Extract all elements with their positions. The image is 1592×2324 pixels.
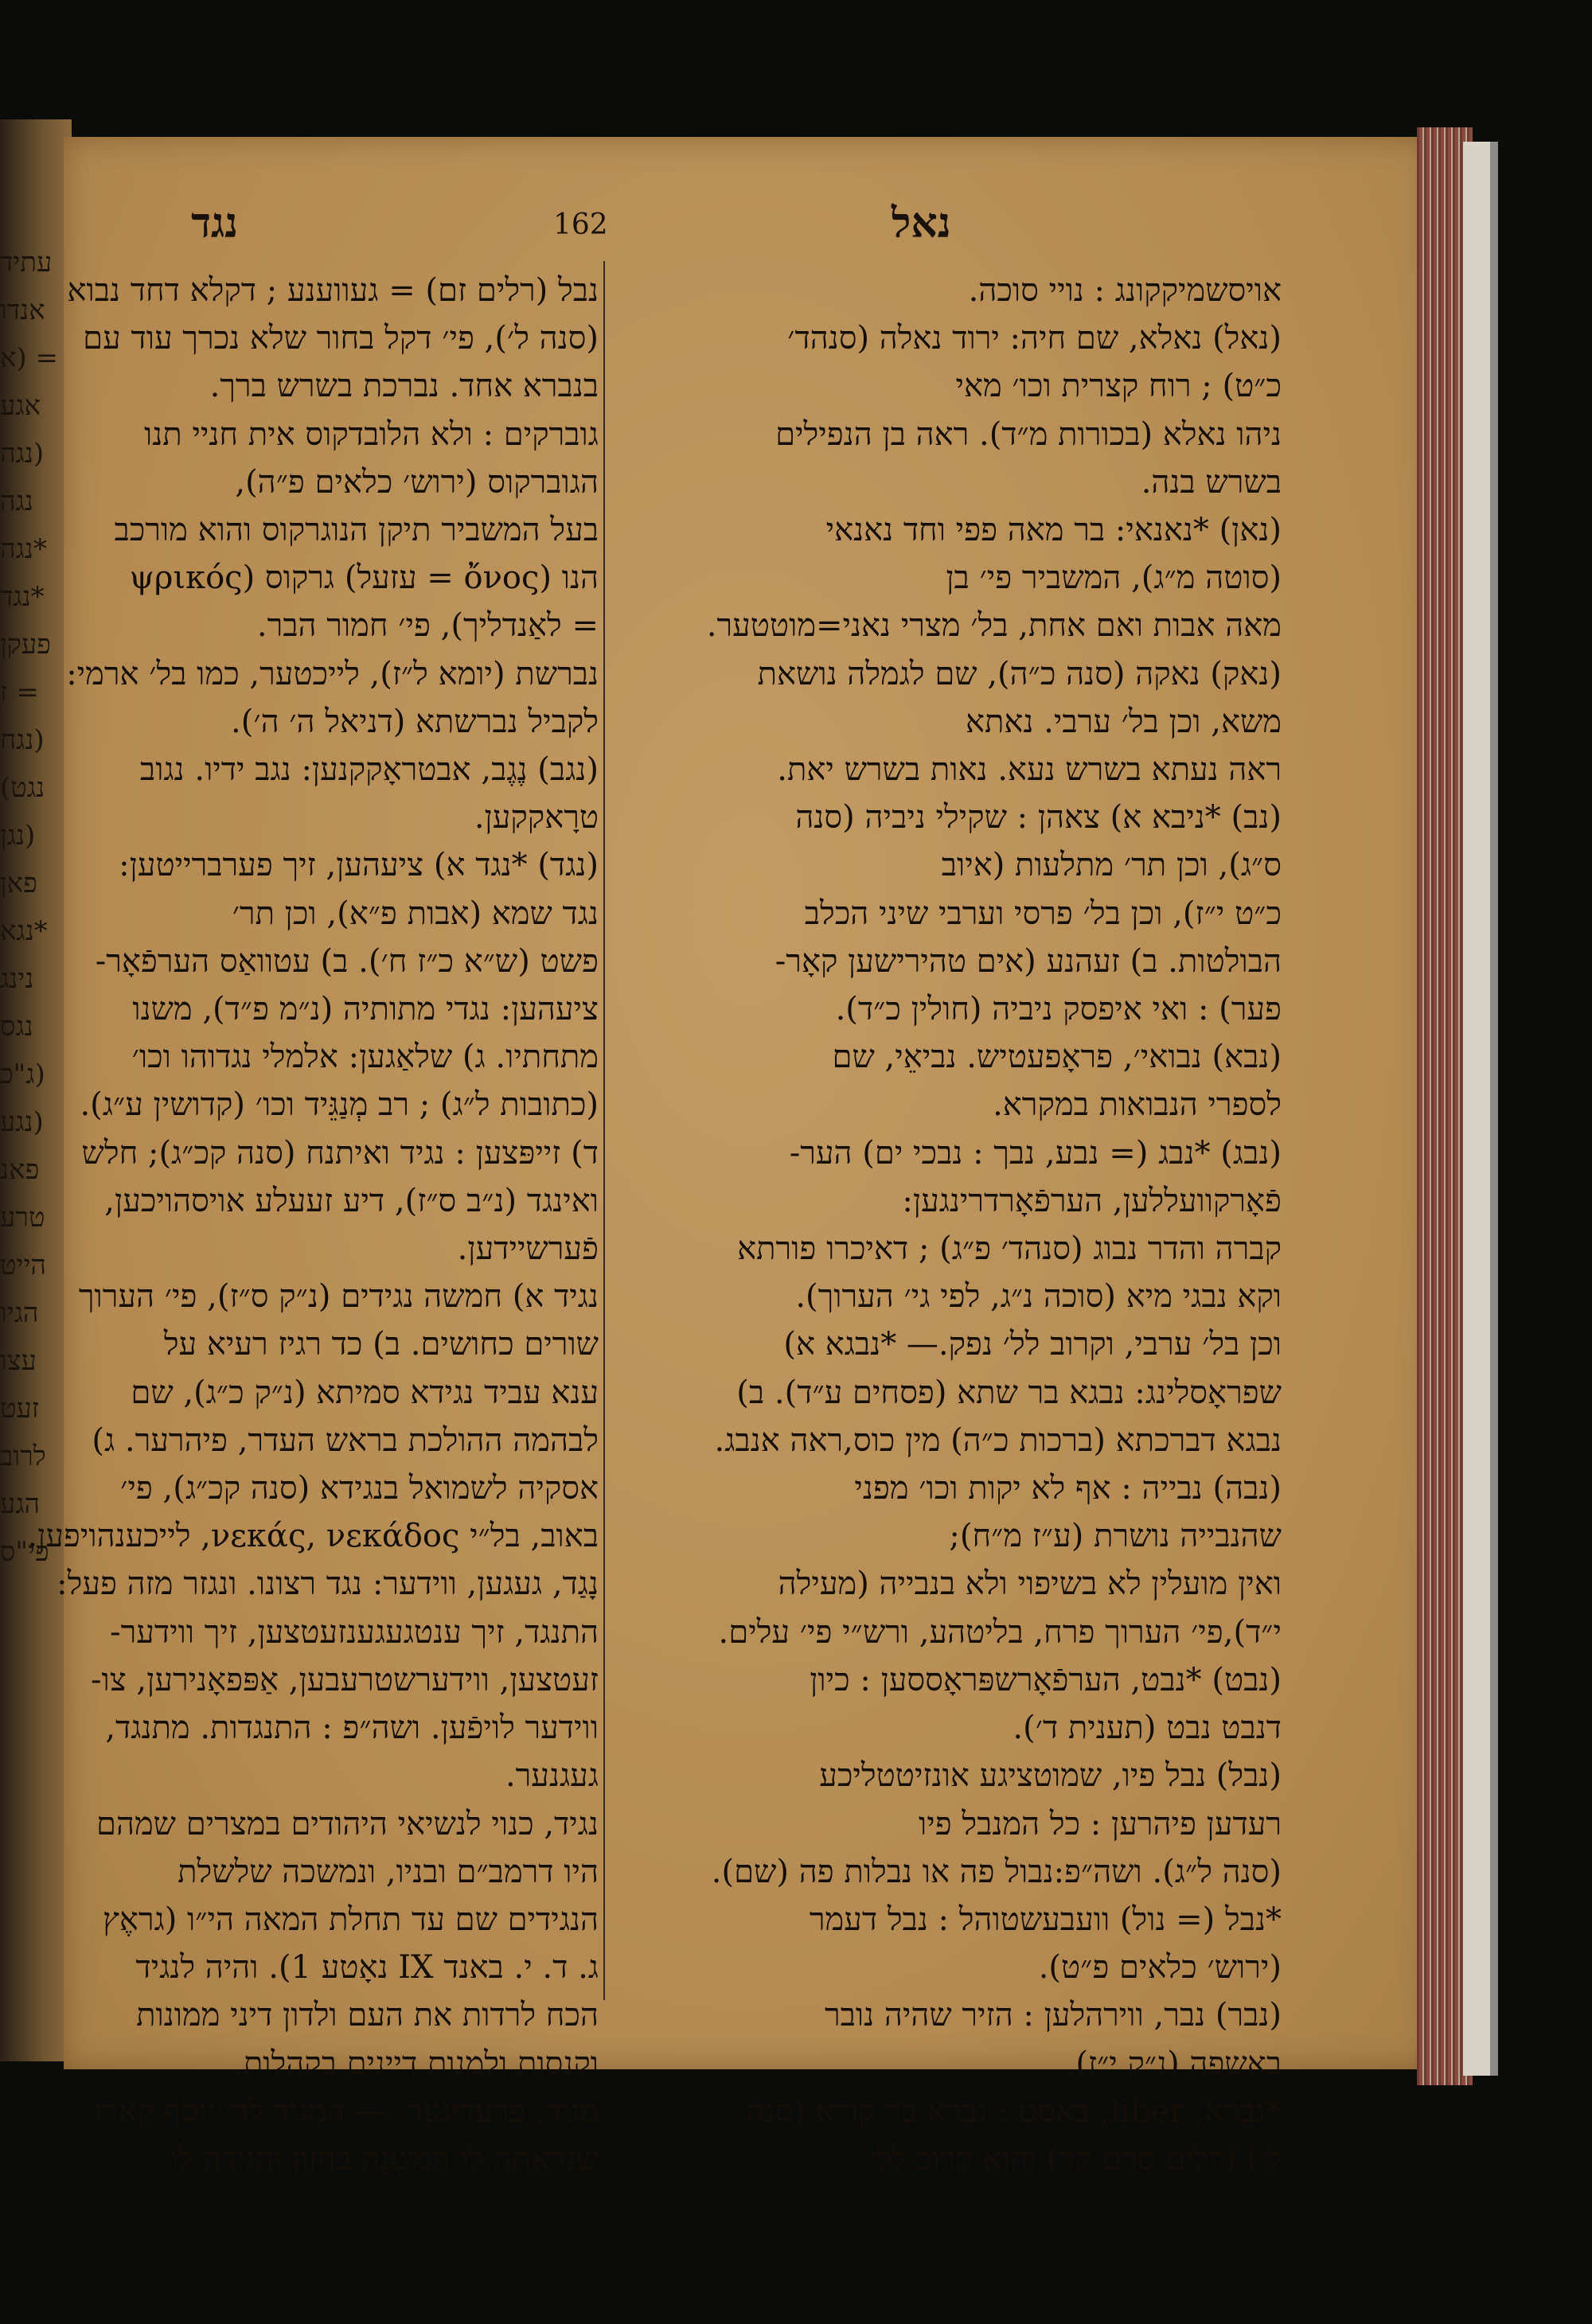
- text-line: זעטצען, ווידערשטרעבען, אַפּפאָנירען, צו-: [91, 1661, 599, 1698]
- sliver-fragment: (נגח: [0, 724, 45, 756]
- book-cover-board: [1463, 142, 1490, 2076]
- sliver-fragment: נגט): [0, 772, 45, 804]
- text-line: בעל המשביר תיקן הנוגרקוס והוא מורכב: [114, 512, 599, 549]
- sliver-fragment: (נגע: [0, 1106, 44, 1138]
- text-line: הבולטות. ב) זעהנע (אים טהירישען קאָר-: [775, 942, 1282, 980]
- text-line: (נגב) נֶגֶב, אבטראָקקנען: נגב ידיו. נגוב: [139, 751, 599, 789]
- text-line: וכן בל׳ ערבי, וקרוב לל׳ נפק.— *נבגא א): [783, 1326, 1282, 1363]
- text-line: (נאל) נאלא, שם חיה: ירוד נאלה (סנהד׳: [787, 320, 1282, 357]
- sliver-fragment: *נגא: [0, 915, 48, 947]
- text-line: פער) : ואי איפסק ניביה (חולין כ״ד).: [835, 991, 1282, 1028]
- sliver-fragment: פאן: [0, 868, 37, 899]
- text-line: פשט (ש״א כ״ז ח׳). ב) עטוואַס הערפֿאָר-: [95, 942, 599, 980]
- text-line: וקנסות ולמנות דיינים בקהלות.: [233, 2045, 599, 2082]
- text-line: הגוברקוס (ירוש׳ כלאים פ״ה),: [235, 463, 599, 501]
- text-line: וקא נבגי מיא (סוכה נ״ג, לפי גי׳ הערוך).: [795, 1278, 1282, 1316]
- text-line: מאה אבות ואם אחת, בל׳ מצרי נאני=מוטטער.: [706, 607, 1282, 645]
- text-line: הכח לרדות את העם ולדון דיני ממונות: [136, 1997, 599, 2034]
- text-line: הנו (ὄνος = עזעל) גרקוס (ψρικός: [129, 560, 599, 597]
- sliver-fragment: נינג: [0, 963, 34, 995]
- text-line: נגיד א) חמשה נגידים (נ״ק ס״ז), פי׳ הערוך: [78, 1278, 599, 1316]
- text-line: פֿאָרקוועללען, הערפֿאָרדרינגען:: [902, 1182, 1282, 1219]
- text-line: (נבה) נבייה : אף לא יקות וכו׳ מפני: [854, 1470, 1282, 1507]
- text-line: (סנה ל׳), פי׳ דקל בחור שלא נכרך עוד עם: [83, 320, 599, 357]
- sliver-fragment: *נגה: [0, 533, 47, 565]
- text-line: (נאן) *נאנאי: בר מאה פפי וחד נאנאי: [825, 512, 1282, 549]
- sliver-fragment: = (א: [0, 342, 58, 374]
- text-line: טרָאקקען.: [474, 799, 599, 836]
- text-line: (סנה ל״ג). ושה״פ:נבול פה או נבלות פה (שם).: [711, 1853, 1282, 1890]
- text-line: ס״ג), וכן תר׳ מתלעות (איוב: [941, 847, 1282, 884]
- text-line: (סוטה מ״ג), המשביר פי׳ בן: [946, 560, 1282, 597]
- text-line: ראה נעתא בשרש נעא. נאות בשרש יאת.: [777, 751, 1282, 789]
- text-line: הנגידים שם עד תחלת המאה הי״ו (גראֶץ: [103, 1901, 599, 1938]
- text-line: (נב) *ניבא א) צאהן : שקילי ניביה (סנה: [795, 799, 1282, 836]
- text-line: לקביל נברשתא (דניאל ה׳ ה׳).: [231, 703, 599, 740]
- text-line: (כתובות ל״ג) ; רב מְנַגֵּיד וכו׳ (קדושין ע״ג).: [80, 1086, 599, 1124]
- text-line: י״ד),פי׳ הערוך פרח, בליטהע, ורש״י פי׳ עלים.: [718, 1613, 1282, 1651]
- text-line: (ירוש׳ כלאים פ״ט).: [1038, 1949, 1282, 1987]
- text-line: ואין מועלין לא בשיפוי ולא בנבייה (מעילה: [778, 1566, 1282, 1603]
- text-line: משא, וכן בל׳ ערבי. נאתא: [966, 703, 1282, 740]
- text-line: *נבל (= נול) וועבעשטוהל : נבל דעמר: [809, 1901, 1282, 1938]
- sliver-fragment: עצו: [0, 1345, 37, 1377]
- text-line: (נבט) *נבט, הערפֿאָרשפּראָססען : כיון: [810, 1661, 1282, 1698]
- left-running-head: נגד: [191, 199, 239, 248]
- sliver-fragment: הייט: [0, 1250, 46, 1281]
- text-line: באוב, בל״י νεκάς, νεκάδος, לייכענהויפען.: [27, 1518, 599, 1555]
- text-line: שנראתה לו הַמִּשְׁנָה בחזון והגידה לו: [170, 2140, 599, 2178]
- text-line: (נגד) *נגד א) ציעהען, זיך פערברייטען:: [119, 847, 599, 884]
- text-line: ל׳) (רלים סרם קך) והוא קרוב לל׳: [869, 2140, 1282, 2178]
- text-line: נגד שמא (אבות פ״א), וכן תר׳: [232, 895, 599, 932]
- text-line: רעדען פיהרען : כל המנבל פיו: [919, 1805, 1282, 1842]
- text-line: התנגד, זיך ענטגעגענזעטצען, זיך ווידער-: [110, 1613, 599, 1651]
- sliver-fragment: (ג"כ: [0, 1059, 45, 1090]
- text-line: נגיד, כנוי לנשיאי היהודים במצרים שמהם: [96, 1805, 599, 1842]
- sliver-fragment: עתיד: [0, 247, 53, 279]
- sliver-fragment: (נגה: [0, 438, 45, 470]
- text-line: (נבר) נבר, ווירהלען : הזיר שהיה נובר: [824, 1997, 1282, 2034]
- text-line: היו דרמב״ם ובניו, ונמשכה שלשלת: [178, 1853, 599, 1890]
- sliver-fragment: אנדו: [0, 294, 45, 326]
- right-column: [609, 267, 1282, 2178]
- text-line: לבהמה ההולכת בראש העדר, פיהרער. ג): [92, 1421, 599, 1459]
- sliver-fragment: פאנ: [0, 1154, 40, 1186]
- text-line: לספרי הנבואות במקרא.: [993, 1086, 1282, 1124]
- previous-page-sliver: [0, 239, 76, 1990]
- text-line: ציעהען: נגדי מתותיה (נ״מ פ״ד), משנו: [132, 991, 599, 1028]
- text-line: געגנער.: [505, 1757, 599, 1795]
- text-line: (נבא) נבואי׳, פראָפעטיש. נביאֵי, שם: [832, 1039, 1282, 1076]
- text-line: ניהו נאלא (בכורות מ״ד). ראה בן הנפילים: [775, 415, 1282, 453]
- text-line: מתחתיו. ג) שלאַגען: אלמלי נגדוהו וכו׳: [131, 1039, 599, 1076]
- column-divider: [603, 261, 605, 2000]
- text-line: (נבל) נבל פיו, שמוטציגע אונזיטטליכע: [819, 1757, 1282, 1795]
- text-line: נברשת (יומא ל״ז), לייכטער, כמו בל׳ ארמי:: [66, 655, 599, 692]
- text-line: *נברא, liber, באַסט : נברא בר קורא (סנה: [746, 2092, 1282, 2130]
- sliver-fragment: פי"ס: [0, 1536, 49, 1568]
- text-line: שורים כחושים. ב) כד רגיז רעיא על: [163, 1326, 599, 1363]
- text-line: אויסשמיקקונג : נויי סוכה.: [968, 272, 1282, 309]
- sliver-fragment: נגה: [0, 485, 33, 517]
- sliver-fragment: (נגן: [0, 820, 36, 852]
- sliver-fragment: פעקן: [0, 629, 51, 661]
- text-line: נבגא דברכתא (ברכות כ״ה) מין כוס,ראה אנבג.: [714, 1421, 1282, 1459]
- right-running-head: נאל: [892, 199, 951, 248]
- text-line: (נאק) נאקה (סנה כ״ה), שם לגמלה נושאת: [757, 655, 1282, 692]
- text-line: ד) זייפּצען : נגיד ואיתנח (סנה קכ״ג); חלש: [81, 1134, 599, 1172]
- text-line: באשפה (נ״ק י״ז).: [1065, 2045, 1282, 2082]
- text-line: אסקיה לשמואל בנגידא (סנה קכ״ג), פי׳: [120, 1470, 599, 1507]
- text-line: ענא עביד נגידא סמיתא (נ״ק כ״ג), שם: [131, 1374, 599, 1411]
- page-number: 162: [553, 209, 608, 241]
- text-line: ג. ד. י. באנד IX נאָטע 1). והיה לנגיד: [135, 1949, 599, 1987]
- sliver-fragment: הגע: [0, 1488, 41, 1520]
- text-line: נבל (רלים זם) = געווענע ; דקלא דחד נבוא: [67, 272, 599, 309]
- text-line: גוברקים : ולא הלובדקוס אית חניי תנו: [144, 415, 599, 453]
- text-line: ווידער לויפֿען. ושה״פ : התנגדות. מתנגד,: [105, 1710, 599, 1747]
- sliver-fragment: = ז: [0, 677, 39, 708]
- text-line: כ״ט י״ז), וכן בל׳ פרסי וערבי שיני הכלב: [804, 895, 1282, 932]
- sliver-fragment: נגס: [0, 1011, 33, 1043]
- text-line: דנבט נבט (תענית ד׳).: [1013, 1710, 1282, 1747]
- text-line: קברה והדר נבוג (סנהד׳ פ״ג) ; דאיכרו פורתא: [737, 1230, 1282, 1268]
- sliver-fragment: אגע: [0, 390, 41, 422]
- text-line: בנברא אחד. נברכת בשרש ברך.: [209, 368, 599, 405]
- text-line: (נבג) *נבג (= נבע, נבך : נבכי ים) הער-: [789, 1134, 1282, 1172]
- sliver-fragment: הגיו: [0, 1297, 39, 1329]
- sliver-fragment: לרוב: [0, 1441, 46, 1472]
- text-line: שפראָסלינג: נבגא בר שתא (פסחים ע״ד). ב): [736, 1374, 1282, 1411]
- left-column: [27, 267, 599, 2178]
- text-line: נָגַד, געגען, ווידער: נגד רצונו. ונגזר מזה פעל:: [57, 1566, 599, 1603]
- text-line: = לאַנדליך), פי׳ חמור הבר.: [256, 607, 599, 645]
- cover-shadow: [1490, 142, 1498, 2076]
- sliver-fragment: זעט: [0, 1393, 40, 1425]
- text-line: פֿערשיידען.: [457, 1230, 599, 1268]
- text-line: ואינגד (נ״ב ס״ז), דיע זעעלע אויסהויכען,: [104, 1182, 599, 1219]
- sliver-fragment: *נגד: [0, 581, 45, 613]
- text-line: שהנבייה נושרת (ע״ז מ״ח);: [949, 1518, 1282, 1555]
- sliver-fragment: טרע: [0, 1202, 45, 1234]
- text-line: כ״ט) ; רוח קצרית וכו׳ מאי: [955, 368, 1282, 405]
- text-line: בשרש בנה.: [1141, 463, 1282, 501]
- text-line: מגיד, פּרעדיגער. — המגיד לר׳ יוסף קארו: [94, 2092, 599, 2130]
